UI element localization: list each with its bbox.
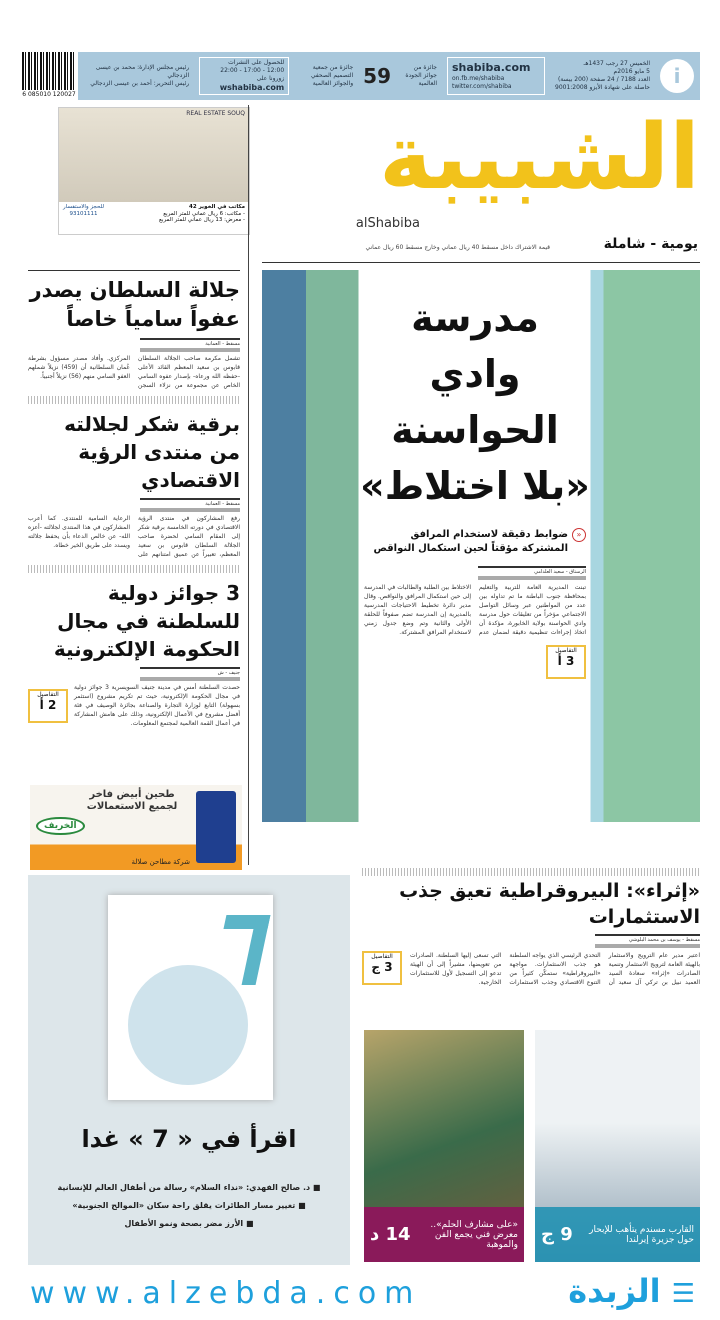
divider: [28, 270, 240, 271]
chairman-info: [84, 57, 193, 95]
ad-contact: للحجز والاستفسار: [63, 204, 104, 210]
headline[interactable]: برقية شكر لجلالته من منتدى الرؤية الاقتصادي: [64, 412, 240, 492]
headline[interactable]: 3 جوائز دولية للسلطنة في مجال الحكومة الإلكترونية: [53, 581, 240, 661]
ad7-item: ■ د. صالح الفهدي: «نداء السلام» رسالة من أطفال العالم للإنسانية: [57, 1183, 321, 1192]
headline[interactable]: جلالة السلطان يصدر عفواً سامياً خاصاً: [29, 278, 240, 331]
headline-line: «بلا اختلاط»: [360, 464, 590, 508]
lead-subhead: ضوابط دقيقة لاستخدام المرافق المشتركة مؤقتاً لحين استكمال النواقص: [373, 529, 568, 554]
chairman: رئيس مجلس الإدارة: محمد بن عيسى الزدجالي: [95, 64, 190, 80]
web-links: [447, 57, 545, 95]
separator: [28, 565, 240, 573]
teaser-page: 9 ج: [541, 1224, 573, 1245]
wshabiba-link[interactable]: wshabiba.com: [219, 82, 285, 92]
story-egov-awards: [28, 579, 240, 728]
column-divider: [248, 105, 249, 865]
ad-line: - مكاتب: 6 ريال عماني للمتر المربع: [163, 210, 245, 217]
issue-info: [551, 57, 654, 95]
barcode: [22, 52, 76, 90]
whatsapp-visit: زورونا على: [256, 74, 285, 82]
ad7-item: ■ تغيير مسار الطائرات يقلق راحة سكان «الموالح الجنوبية»: [72, 1201, 306, 1210]
info-bar: [78, 52, 700, 100]
chevron-icon: «: [572, 528, 586, 542]
awards-count: 59: [363, 64, 391, 88]
byline: مسقط - العمانية: [140, 498, 240, 512]
masthead-latin: alShabiba: [355, 216, 420, 231]
issue-date-hijri: الخميس 27 رجب 1437هـ: [583, 60, 650, 68]
headline-line: مدرسة وادي: [411, 296, 539, 396]
ad-company: شركة مطاحن صلالة: [131, 858, 190, 866]
editor-in-chief: رئيس التحرير: أحمد بن عيسى الزدجالي: [90, 79, 190, 87]
story-amnesty: [28, 276, 240, 390]
footer-url[interactable]: www.alzebda.com: [30, 1276, 422, 1311]
real-estate-ad[interactable]: [58, 107, 250, 235]
teaser-sailing[interactable]: [535, 1030, 700, 1262]
lead-story: [360, 270, 590, 822]
teaser-text: القارب مسندم يتأهب للإبحار حول جزيرة إيرلندا: [589, 1224, 694, 1245]
magazine-7-ad[interactable]: [28, 875, 350, 1265]
flour-ad[interactable]: [30, 785, 242, 870]
ad-phone: 93101111: [69, 210, 98, 217]
details-box[interactable]: [28, 689, 68, 723]
details-page: 3 أ: [557, 654, 575, 668]
details-box[interactable]: [546, 645, 586, 679]
site-link[interactable]: shabiba.com: [452, 61, 531, 75]
divider: [262, 262, 700, 263]
headline-line: الحواسنة: [391, 408, 559, 452]
separator: [28, 396, 240, 404]
info-icon: i: [660, 59, 694, 93]
ad7-title: اقرأ في « 7 » غدا: [81, 1125, 297, 1153]
teaser-text: «على مشارف الحلم».. معرض فني يجمع الفن والموهبة: [430, 1219, 518, 1250]
story-ithraa: [362, 878, 700, 987]
details-label: التفاصيل: [371, 953, 393, 960]
article-body: رفع المشاركون في منتدى الرؤية الاقتصادي في دورته الخامسة برقية شكر إلى المقام السامي لحضرة صاحب الجلالة السلطان قابوس بن سعيد المعظم، تعبيراً عن عميق امتنانهم على الرعاية السامية للمنتدى. كما أعرب المشاركون في هذا المنتدى لجلالته -أعزه الله- عن خالص الدعاء بأن يحفظ جلالته ويسدد على طريق الخير خطاه.: [28, 515, 240, 558]
article-body: تشمل مكرمة صاحب الجلالة السلطان قابوس بن سعيد المعظم القائد الأعلى -حفظه الله ورعاه- بإصدار عفوه السامي الخاص عن مجموعة من نزلاء السجن المركزي. وأفاد مصدر مسؤول بشرطة عُمان السلطانية أن (459) نزيلاً شملهم العفو السامي منهم (56) نزيلاً أجنبياً.: [28, 355, 240, 389]
ad-line: مكاتب في الخوير 42: [189, 204, 245, 210]
iso-cert: حاصلة على شهادة الأيزو 9001:2008: [555, 83, 650, 91]
byline: مسقط - العمانية: [140, 338, 240, 352]
story-thanks-cable: [28, 410, 240, 559]
awards-text: جائزة من جمعية التصميم الصحفي والجوائز العالمية: [310, 64, 354, 87]
details-box[interactable]: [362, 951, 402, 985]
ad-text: طحين أبيض فاخر لجميع الاستعمالات: [86, 789, 178, 812]
headline[interactable]: «إثراء»: البيروقراطية تعيق جذب الاستثمارات: [399, 880, 700, 928]
article-body: اعتبر مدير عام الترويج والاستثمار بالهيئة العامة لترويج الاستثمار وتنمية الصادرات «إثراء» سعادة السيد العميد نبيل بن تركي آل سعيد أن التحدي الرئيسي الذي يواجه السلطنة هو جذب الاستثمارات. مواجهة «البيروقراطية» ستمكّن كثيراً من التنوع الاقتصادي وجذب الاستثمارات التي تسعى إليها السلطنة. الصادرات من تعويضها، مشيراً إلى أن الهيئة تدعو إلى التسجيل لأول للاستثمارات الخارجية.: [410, 952, 700, 986]
facebook-link[interactable]: on.fb.me/shabiba: [452, 75, 505, 83]
subscription-note: قيمة الاشتراك داخل مسقط 40 ريال عماني وخارج مسقط 60 ريال عماني: [365, 244, 550, 251]
menu-lines-icon: ☰: [671, 1279, 695, 1309]
masthead-tagline: يومية - شاملة: [603, 236, 698, 252]
issue-number: العدد 7188 / 24 صفحة (200 بيسة): [557, 76, 650, 83]
byline: الرستاق - سعيد العلدامي: [478, 566, 586, 580]
seven-logo-icon: [212, 915, 271, 985]
details-label: التفاصيل: [37, 690, 59, 698]
ad-line: - معرض: 13 ريال عماني للمتر المربع: [159, 217, 245, 224]
whatsapp-label: للحصول على النشرات: [228, 59, 285, 67]
byline: مسقط - يوسف بن محمد البلوشي: [595, 934, 700, 948]
footer-logo: الزبدة ☰: [568, 1272, 695, 1310]
masthead-logo: الشبيبة: [378, 105, 700, 210]
ad-brand: REAL ESTATE SOUQ: [186, 110, 245, 117]
teaser-page: 14 د: [370, 1224, 411, 1245]
article-body: تبنت المديرية العامة للتربية والتعليم بمحافظة جنوب الباطنة ما تم تداوله بين عدد من المواطنين عبر وسائل التواصل الاجتماعي مؤخراً من تعليقات حول مدرسة وادي الحواسنة بولاية الخابورة، مؤكدة أن اتخاذ إجراءات تنظيمية دقيقة لضمان عدم الاختلاط بين الطلبة والطالبات في المدرسة إلى حين استكمال المرافق والنواقص. وقال مدير دائرة تخطيط الاحتياجات المدرسية بالمديرية إن المدرسة تضم صفوفاً للحلقة الأولى والثانية وتم وضع جدول زمني لاستخدام المرافق المشتركة.: [364, 584, 586, 636]
issue-date: 5 مايو 2016م: [613, 68, 650, 76]
teaser-art-exhibition[interactable]: [364, 1030, 524, 1262]
details-label: التفاصيل: [555, 647, 577, 654]
flour-bag-image: [196, 791, 236, 863]
magazine-cover-illustration: [108, 895, 273, 1100]
lead-headline[interactable]: [360, 290, 590, 514]
details-page: 3 ج: [371, 960, 393, 974]
twitter-link[interactable]: twitter.com/shabiba: [452, 83, 512, 91]
left-column: [28, 276, 240, 728]
awards-label: جائزة من جوائز الجودة العالمية: [405, 64, 437, 87]
whatsapp-hours: 12:00 - 17:00 - 22:00: [220, 66, 285, 74]
barcode-number: 6 085010 120027: [22, 91, 76, 98]
ad7-item: ■ الأرز مضر بصحة ونمو الأطفال: [124, 1219, 254, 1228]
ad-brand: الخريف: [36, 817, 85, 835]
details-page: 2 أ: [39, 697, 57, 712]
byline: جنيف - ش: [140, 667, 240, 681]
article-body: حصدت السلطنة أمس في مدينة جنيف السويسرية 3 جوائز دولية في مجال الحكومة الإلكترونية، حيث تم تكريم مشروع (استثمر بسهولة) التابع لوزارة التجارة والصناعة بجائزة الوصيف في فئة أفضل مشروع في الأعمال الإلكترونية، وذلك على هامش المشاركة في أعمال القمة العالمية لمجتمع المعلومات.: [74, 684, 240, 727]
separator: [362, 868, 700, 876]
whatsapp-box: [199, 57, 289, 95]
